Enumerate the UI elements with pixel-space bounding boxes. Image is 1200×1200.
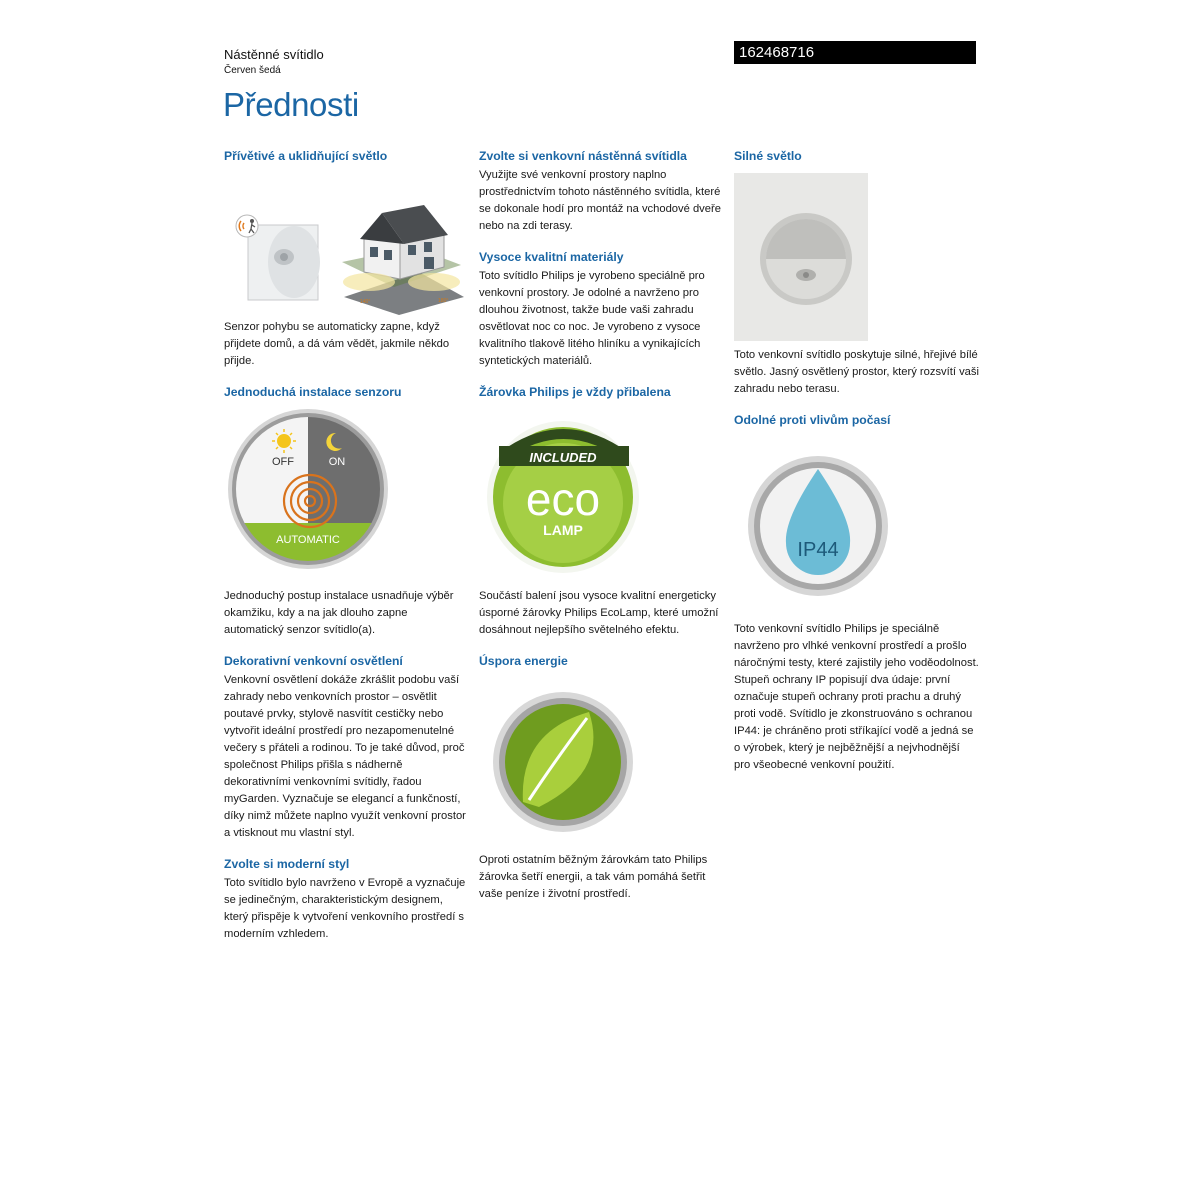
section-text: Venkovní osvětlení dokáže zkrášlit podobu vaší zahrady nebo venkovních prostor – osvětlit poutavé prvky, stylově nasvítit cestičky nebo vytvořit ideální prostředí pro nezapomenutelné večery s přáteli a rodinou. To je také důvod, proč společnost Philips přišla s nádherně dekorativními venkovními svítidly, řadou myGarden. Vyznačuje se elegancí a funkčností, díky nimž můžete naplno využít venkovní prostor a vtisknout mu vlastní styl. (224, 674, 466, 839)
section-heading: Jednoduchá instalace senzoru (224, 385, 402, 399)
section-strong-light (734, 148, 979, 398)
section-heading: Silné světlo (734, 149, 802, 163)
section-friendly-light (224, 148, 466, 370)
column-middle (479, 148, 721, 917)
house-illustration (342, 205, 464, 315)
eco-label: eco (525, 473, 601, 525)
section-decorative-lighting (224, 653, 466, 842)
section-modern-style (224, 856, 466, 943)
section-heading: Zvolte si moderní styl (224, 857, 350, 871)
product-name: Nástěnné svítidlo (224, 47, 324, 62)
motion-sensor-closeup-image (248, 225, 320, 300)
on-label: ON (328, 456, 346, 468)
section-easy-sensor-install (224, 384, 466, 639)
column-left (224, 148, 466, 957)
energy-saving-leaf-badge (479, 672, 721, 852)
section-heading: Zvolte si venkovní nástěnná svítidla (479, 149, 687, 163)
ip44-label: IP44 (797, 539, 839, 561)
page-title: Přednosti (223, 86, 359, 123)
section-heading: Odolné proti vlivům počasí (734, 413, 891, 427)
lamp-label: LAMP (543, 522, 583, 538)
section-bulb-included (479, 384, 721, 639)
column-right (734, 148, 979, 788)
product-code-bar: 162468716 (734, 41, 976, 64)
motion-sensor-house-illustration (224, 167, 466, 317)
ecolamp-included-badge (479, 403, 721, 588)
section-text: Senzor pohybu se automaticky zapne, když přijdete domů, a dá vám vědět, jakmile někdo přijde. (224, 321, 450, 367)
angle-label-left: 140° (360, 299, 371, 305)
angle-label-right: 180° (438, 298, 449, 304)
sensor-signal-icon (236, 215, 258, 237)
section-text: Toto svítidlo bylo navrženo v Evropě a vyznačuje se jedinečným, charakteristickým designem, který přispěje k vytvoření venkovního prostředí s moderním vzhledem. (224, 877, 466, 940)
section-text: Součástí balení jsou vysoce kvalitní energeticky úsporné žárovky Philips EcoLamp, které umožní dosáhnout nejlepšího světelného efektu. (479, 590, 719, 636)
sensor-mode-badge (224, 403, 466, 588)
section-heading: Přívětivé a uklidňující světlo (224, 149, 388, 163)
section-text: Toto svítidlo Philips je vyrobeno speciálně pro venkovní prostory. Je odolné a navrženo pro dlouhou životnost, takže bude vaši zahradu osvětlovat noc co noc. Je vyrobeno z vysoce kvalitního tlakově litého hliníku a vynikajících syntetických materiálů. (479, 270, 705, 367)
section-text: Využijte své venkovní prostory naplno prostřednictvím tohoto nástěnného svítidla, které se dokonale hodí pro montáž na vchodové dveře nebo na zdi terasy. (479, 169, 721, 232)
section-weatherproof (734, 412, 979, 774)
section-text: Toto venkovní svítidlo poskytuje silné, hřejivé bílé světlo. Jasný osvětlený prostor, který rozsvítí vaši zahradu nebo terasu. (734, 349, 979, 395)
wall-light-product-photo (734, 167, 979, 347)
automatic-label: AUTOMATIC (276, 534, 340, 546)
ip44-badge (734, 431, 979, 621)
section-quality-materials (479, 249, 721, 370)
section-heading: Úspora energie (479, 654, 568, 668)
included-label: INCLUDED (529, 450, 597, 465)
section-heading: Vysoce kvalitní materiály (479, 250, 624, 264)
section-choose-wall-lights (479, 148, 721, 235)
section-heading: Žárovka Philips je vždy přibalena (479, 385, 671, 399)
product-variant: Červen šedá (224, 65, 281, 76)
off-label: OFF (272, 456, 294, 468)
section-text: Jednoduchý postup instalace usnadňuje výběr okamžiku, kdy a na jak dlouho zapne automatický senzor svítidlo(a). (224, 590, 454, 636)
section-heading: Dekorativní venkovní osvětlení (224, 654, 403, 668)
section-text: Oproti ostatním běžným žárovkám tato Philips žárovka šetří energii, a tak vám pomáhá šetřit vaše peníze i životní prostředí. (479, 854, 708, 900)
section-energy-saving (479, 653, 721, 903)
section-text: Toto venkovní svítidlo Philips je speciálně navrženo pro vlhké venkovní prostředí a prošlo náročnými testy, které zajistily jeho voděodolnost. Stupeň ochrany IP popisují dva údaje: první označuje stupeň ochrany proti prachu a druhý proti vodě. Svítidlo je zkonstruováno s ochranou IP44: je chráněno proti stříkající vodě a jedná se o výrobek, který je nejběžnější a nejvhodnější pro všeobecné venkovní použití. (734, 623, 979, 771)
